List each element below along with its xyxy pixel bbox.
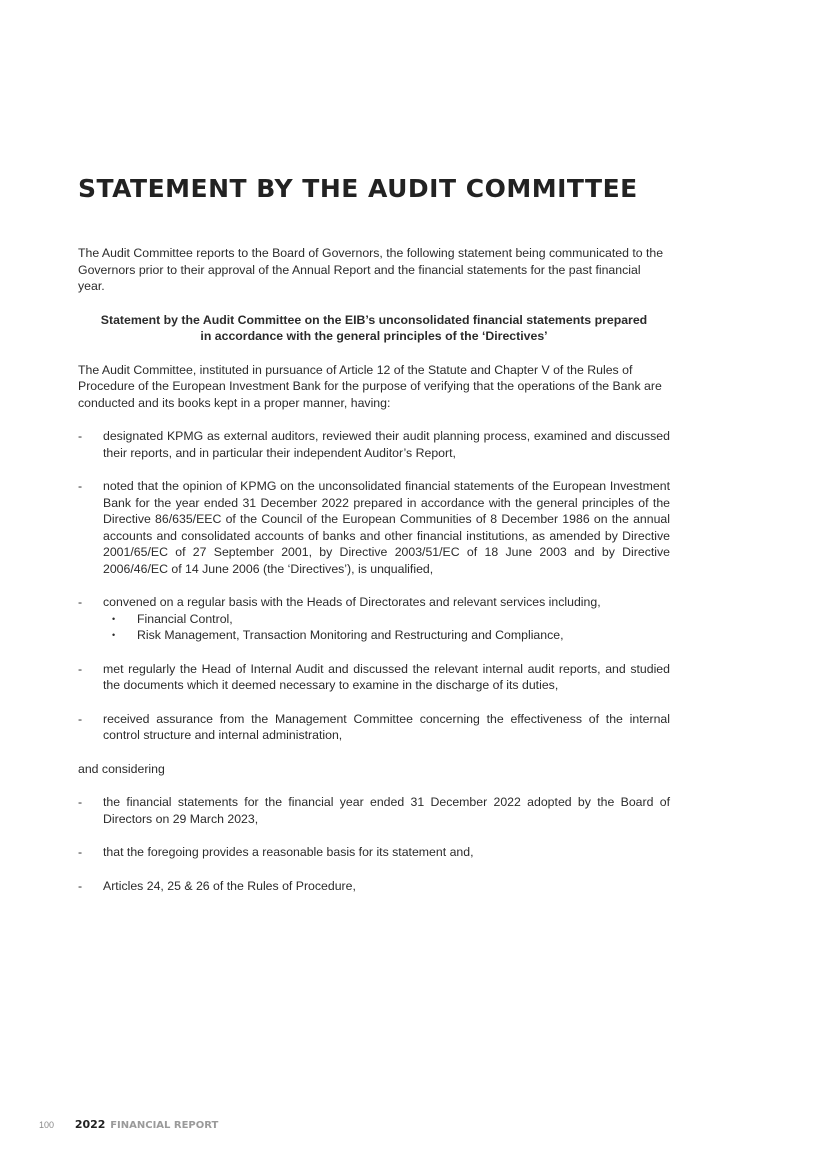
bullet-marker: •: [112, 613, 116, 624]
bullet-marker: •: [112, 630, 116, 640]
dash-marker: -: [78, 479, 83, 493]
services-list-item: [103, 611, 670, 628]
dash-marker: -: [78, 711, 83, 726]
report-label: FINANCIAL REPORT: [110, 1120, 219, 1131]
list-item-text: received assurance from the Management Committee concerning the effectiveness of the internal control structure and internal administration,: [103, 711, 670, 742]
dash-marker: -: [78, 595, 83, 609]
list-item-text: noted that the opinion of KPMG on the unconsolidated financial statements of the European Investment Bank for the year ended 31 December 2022 prepared in accordance with the general principles of the Directive 86/635/EEC of the Council of the European Communities of 8 December 1986 on the annual accounts and consolidated accounts of banks and other financial institutions, as amended by Directive 2001/65/EC of 27 September 2001, by Directive 2003/51/EC of 18 June 2003 and by Directive 2006/46/EC of 14 June 2006 (the ‘Directives’), is unqualified,: [103, 479, 670, 576]
page-title: STATEMENT BY THE AUDIT COMMITTEE: [78, 174, 638, 203]
considering-label: and considering: [78, 761, 165, 776]
list-item-text: designated KPMG as external auditors, reviewed their audit planning process, examined and discussed their reports, and in particular their independent Auditor’s Report,: [103, 429, 670, 460]
dash-marker: -: [78, 845, 83, 859]
dash-marker: -: [78, 878, 83, 893]
list-item: [78, 594, 670, 644]
list-item: [78, 478, 670, 577]
services-list-item: [103, 627, 670, 644]
list-item: [78, 794, 670, 827]
dash-marker: -: [78, 795, 83, 809]
list-item: [78, 661, 670, 694]
list-item-text: Articles 24, 25 & 26 of the Rules of Procedure,: [103, 878, 356, 893]
mandate-paragraph: The Audit Committee, instituted in pursuance of Article 12 of the Statute and Chapter V of the Rules of Procedure of the European Investment Bank for the purpose of verifying that the operations of the Bank are conducted and its books kept in a proper manner, having:: [78, 362, 662, 410]
list-item: [78, 844, 670, 861]
list-item: [78, 428, 670, 461]
list-item: [78, 878, 670, 895]
report-year: 2022: [74, 1118, 106, 1131]
services-list-item-text: Risk Management, Transaction Monitoring and Restructuring and Compliance,: [137, 628, 564, 642]
page-number: 100: [39, 1120, 55, 1130]
list-item-text: met regularly the Head of Internal Audit and discussed the relevant internal audit reports, and studied the documents which it deemed necessary to examine in the discharge of its duties,: [103, 661, 670, 692]
statement-body: [78, 245, 670, 911]
list-item-text: the financial statements for the financial year ended 31 December 2022 adopted by the Board of Directors on 29 March 2023,: [103, 795, 670, 826]
list-item-text: that the foregoing provides a reasonable basis for its statement and,: [103, 845, 474, 859]
page-footer: [39, 1118, 218, 1131]
services-list: [103, 611, 670, 644]
dash-marker: -: [78, 429, 83, 443]
subheading: [78, 312, 670, 345]
subheading-line-1: Statement by the Audit Committee on the EIB’s unconsolidated financial statements prepared: [100, 312, 648, 327]
list-item: [78, 711, 670, 744]
dash-marker: -: [78, 661, 83, 676]
subheading-line-2: in accordance with the general principles of the ‘Directives’: [200, 329, 548, 343]
services-list-item-text: Financial Control,: [137, 611, 233, 626]
list-item-text: convened on a regular basis with the Heads of Directorates and relevant services including,: [103, 595, 601, 609]
intro-paragraph: The Audit Committee reports to the Board of Governors, the following statement being communicated to the Governors prior to their approval of the Annual Report and the financial statements for the past financial year.: [78, 246, 664, 293]
